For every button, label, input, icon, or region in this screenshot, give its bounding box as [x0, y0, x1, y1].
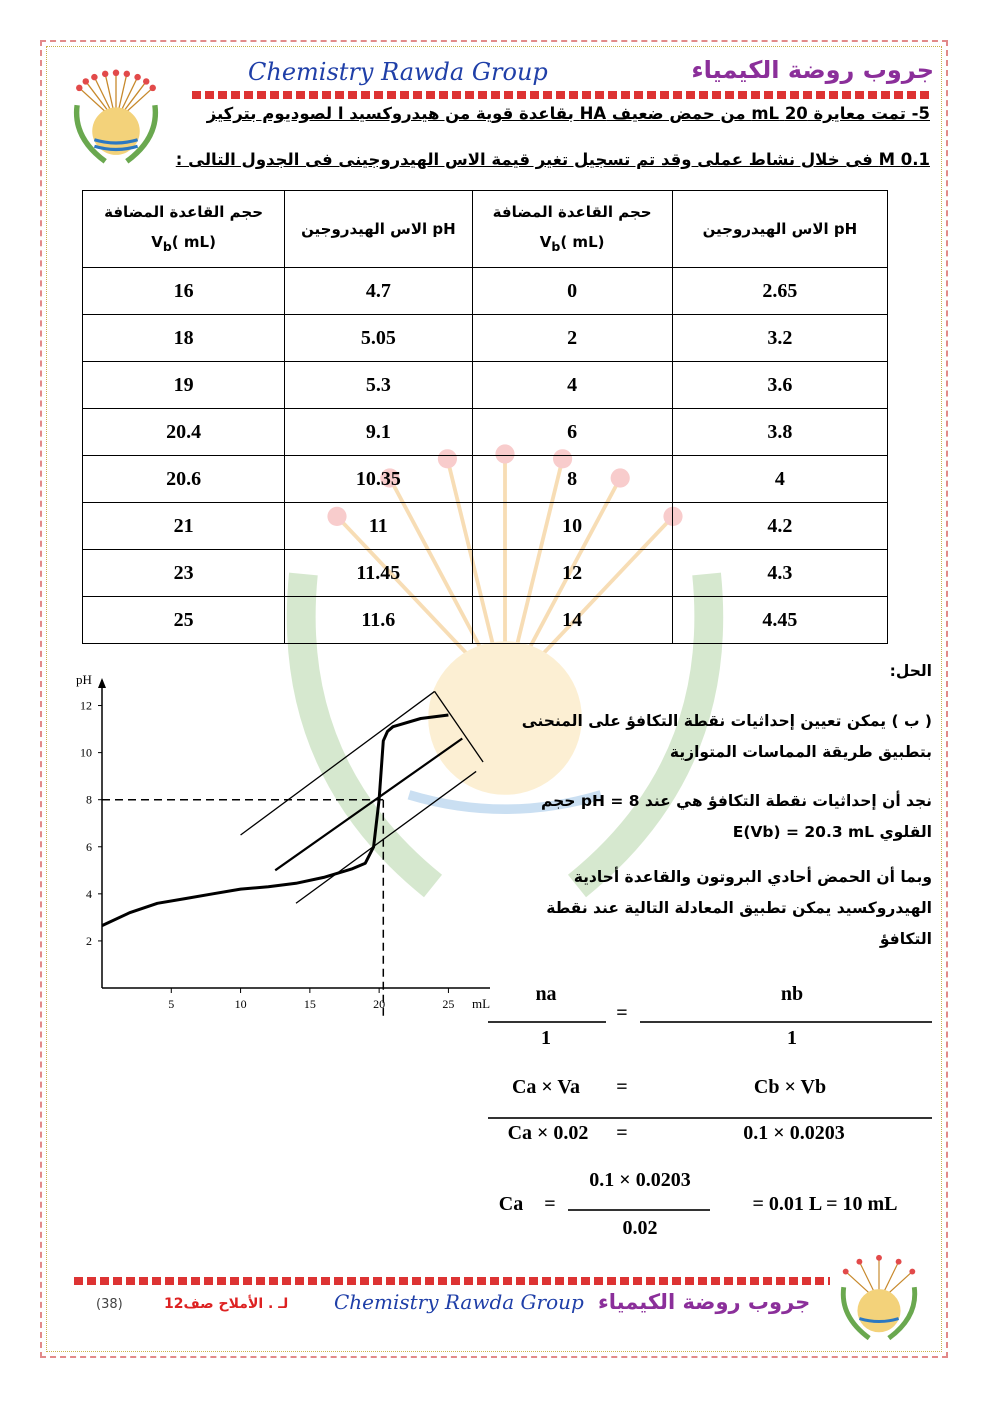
table-cell-vb-right: 14	[472, 597, 672, 644]
y-tick-label: 8	[86, 792, 92, 807]
frac-line-right	[640, 1021, 932, 1023]
data-table	[82, 190, 888, 644]
frac-line-left	[488, 1021, 606, 1023]
table-cell-vb-right: 2	[472, 315, 672, 362]
table-row	[83, 597, 888, 644]
solution-p3-line3: التكافؤ	[879, 930, 932, 948]
table-cell-vb-left: 23	[83, 550, 285, 597]
table-cell-vb-left: 20.4	[83, 409, 285, 456]
table-cell-vb-left: 21	[83, 503, 285, 550]
math-nb: nb	[780, 983, 804, 1005]
table-cell-vb-right: 10	[472, 503, 672, 550]
question-line-1: 5- تمت معايرة 20 mL من حمض ضعيف HA بقاعدة قوية من هيدروكسيد ا لصوديوم بتركيز	[206, 104, 930, 123]
math-one-b: 1	[787, 1027, 797, 1049]
table-cell-ph-left: 11.45	[285, 550, 472, 597]
header-title-ar: جروب روضة الكيمياء	[691, 56, 934, 84]
x-axis-label: mL	[472, 996, 491, 1011]
math-cb-vb: Cb × Vb	[753, 1076, 827, 1098]
frac-denominator: 0.02	[622, 1217, 658, 1239]
table-cell-ph-left: 9.1	[285, 409, 472, 456]
table-cell-vb-left: 19	[83, 362, 285, 409]
y-tick-label: 12	[80, 698, 92, 713]
table-cell-ph-right: 3.8	[672, 409, 887, 456]
x-tick-label: 15	[303, 997, 316, 1011]
question-line-2: 0.1 M فى خلال نشاط عملى وقد تم تسجيل تغير قيمة الاس الهيدروجينى فى الجدول التالى :	[175, 150, 930, 169]
solution-label: الحل:	[889, 662, 932, 680]
tangent-line	[241, 691, 435, 835]
y-tick-label: 6	[86, 839, 92, 854]
y-tick-label: 10	[80, 745, 92, 760]
divider-line	[488, 1117, 932, 1119]
x-tick-label: 10	[234, 997, 247, 1011]
table-row	[83, 409, 888, 456]
math-eq-3: =	[616, 1122, 628, 1144]
solution-p1-line1: ( ب ) يمكن تعيين إحداثيات نقطة التكافؤ على المنحنى	[521, 712, 932, 730]
table-cell-ph-right: 4.45	[672, 597, 887, 644]
page-number: (38)	[96, 1297, 123, 1312]
math-eq-2: =	[616, 1076, 628, 1098]
solution-p2-line2: القلوي E(Vb) = 20.3 mL	[732, 823, 932, 841]
solution-p3-line2: الهيدروكسيد يمكن تطبيق المعادلة التالية عند نقطة	[546, 899, 932, 917]
table-cell-ph-left: 5.05	[285, 315, 472, 362]
table-row	[83, 268, 888, 315]
titration-curve	[102, 715, 448, 926]
header-title-en: Chemistry Rawda Group	[248, 58, 548, 86]
table-cell-vb-left: 20.6	[83, 456, 285, 503]
solution-p2-line1: نجد أن إحداثيات نقطة التكافؤ هي عند pH = 8 حجم	[540, 792, 932, 810]
table-header-row	[83, 191, 888, 268]
math-eq-1: =	[616, 1002, 628, 1024]
table-cell-ph-right: 2.65	[672, 268, 887, 315]
header-ph-left: الاس الهيدروجين pH	[285, 191, 472, 268]
table-cell-vb-right: 4	[472, 362, 672, 409]
table-cell-vb-right: 12	[472, 550, 672, 597]
solution-p3-line1: وبما أن الحمض أحادي البروتون والقاعدة أحادية	[573, 868, 932, 886]
math-ca-va: Ca × Va	[511, 1076, 581, 1098]
logo-icon	[62, 62, 170, 170]
perpendicular-line	[435, 691, 484, 762]
footer-subtitle: لـ . الأملاح صف12	[164, 1296, 289, 1312]
titration-chart	[70, 670, 500, 1020]
x-tick-label: 5	[168, 997, 175, 1011]
header-ph-right: الاس الهيدروجين pH	[672, 191, 887, 268]
table-cell-ph-right: 4.3	[672, 550, 887, 597]
header-vb-right: حجم القاعدة المضافة $V_b$( mL)	[472, 191, 672, 268]
math-result: = 0.01 L = 10 mL	[752, 1193, 898, 1215]
table-row	[83, 550, 888, 597]
table-row	[83, 315, 888, 362]
frac-line-main	[568, 1209, 710, 1211]
math-na: na	[535, 983, 557, 1005]
table-cell-vb-left: 16	[83, 268, 285, 315]
table-cell-ph-left: 4.7	[285, 268, 472, 315]
y-axis-label: pH	[76, 672, 92, 687]
table-cell-ph-left: 5.3	[285, 362, 472, 409]
x-tick-label: 25	[442, 997, 455, 1011]
y-axis-arrow	[98, 678, 106, 688]
table-cell-ph-left: 11	[285, 503, 472, 550]
footer-title-ar: جروب روضة الكيمياء	[598, 1290, 811, 1314]
table-cell-vb-right: 8	[472, 456, 672, 503]
footer-divider	[74, 1277, 830, 1285]
y-tick-label: 4	[86, 886, 92, 901]
table-row	[83, 456, 888, 503]
math-value: 0.1 × 0.0203	[743, 1122, 845, 1144]
table-cell-ph-right: 3.6	[672, 362, 887, 409]
table-cell-ph-right: 3.2	[672, 315, 887, 362]
frac-numerator: 0.1 × 0.0203	[589, 1169, 691, 1191]
table-row	[83, 503, 888, 550]
table-cell-vb-right: 6	[472, 409, 672, 456]
math-one-a: 1	[541, 1027, 551, 1049]
table-row	[83, 362, 888, 409]
table-cell-ph-left: 10.35	[285, 456, 472, 503]
math-ca-002: Ca × 0.02	[507, 1122, 589, 1144]
table-cell-vb-right: 0	[472, 268, 672, 315]
header-vb-left: حجم القاعدة المضافة $V_b$( mL)	[83, 191, 285, 268]
table-cell-ph-right: 4	[672, 456, 887, 503]
footer-logo-icon	[830, 1248, 928, 1346]
footer-title-en: Chemistry Rawda Group	[334, 1290, 584, 1314]
solution-p1-line2: بتطبيق طريقة المماسات المتوازية	[669, 743, 932, 761]
table-cell-ph-right: 4.2	[672, 503, 887, 550]
x-tick-label: 20	[373, 997, 386, 1011]
math-eq-4: =	[544, 1193, 556, 1215]
y-tick-label: 2	[86, 933, 92, 948]
math-ca: Ca	[498, 1193, 524, 1215]
table-cell-ph-left: 11.6	[285, 597, 472, 644]
header-divider	[192, 91, 932, 99]
table-cell-vb-left: 25	[83, 597, 285, 644]
table-cell-vb-left: 18	[83, 315, 285, 362]
